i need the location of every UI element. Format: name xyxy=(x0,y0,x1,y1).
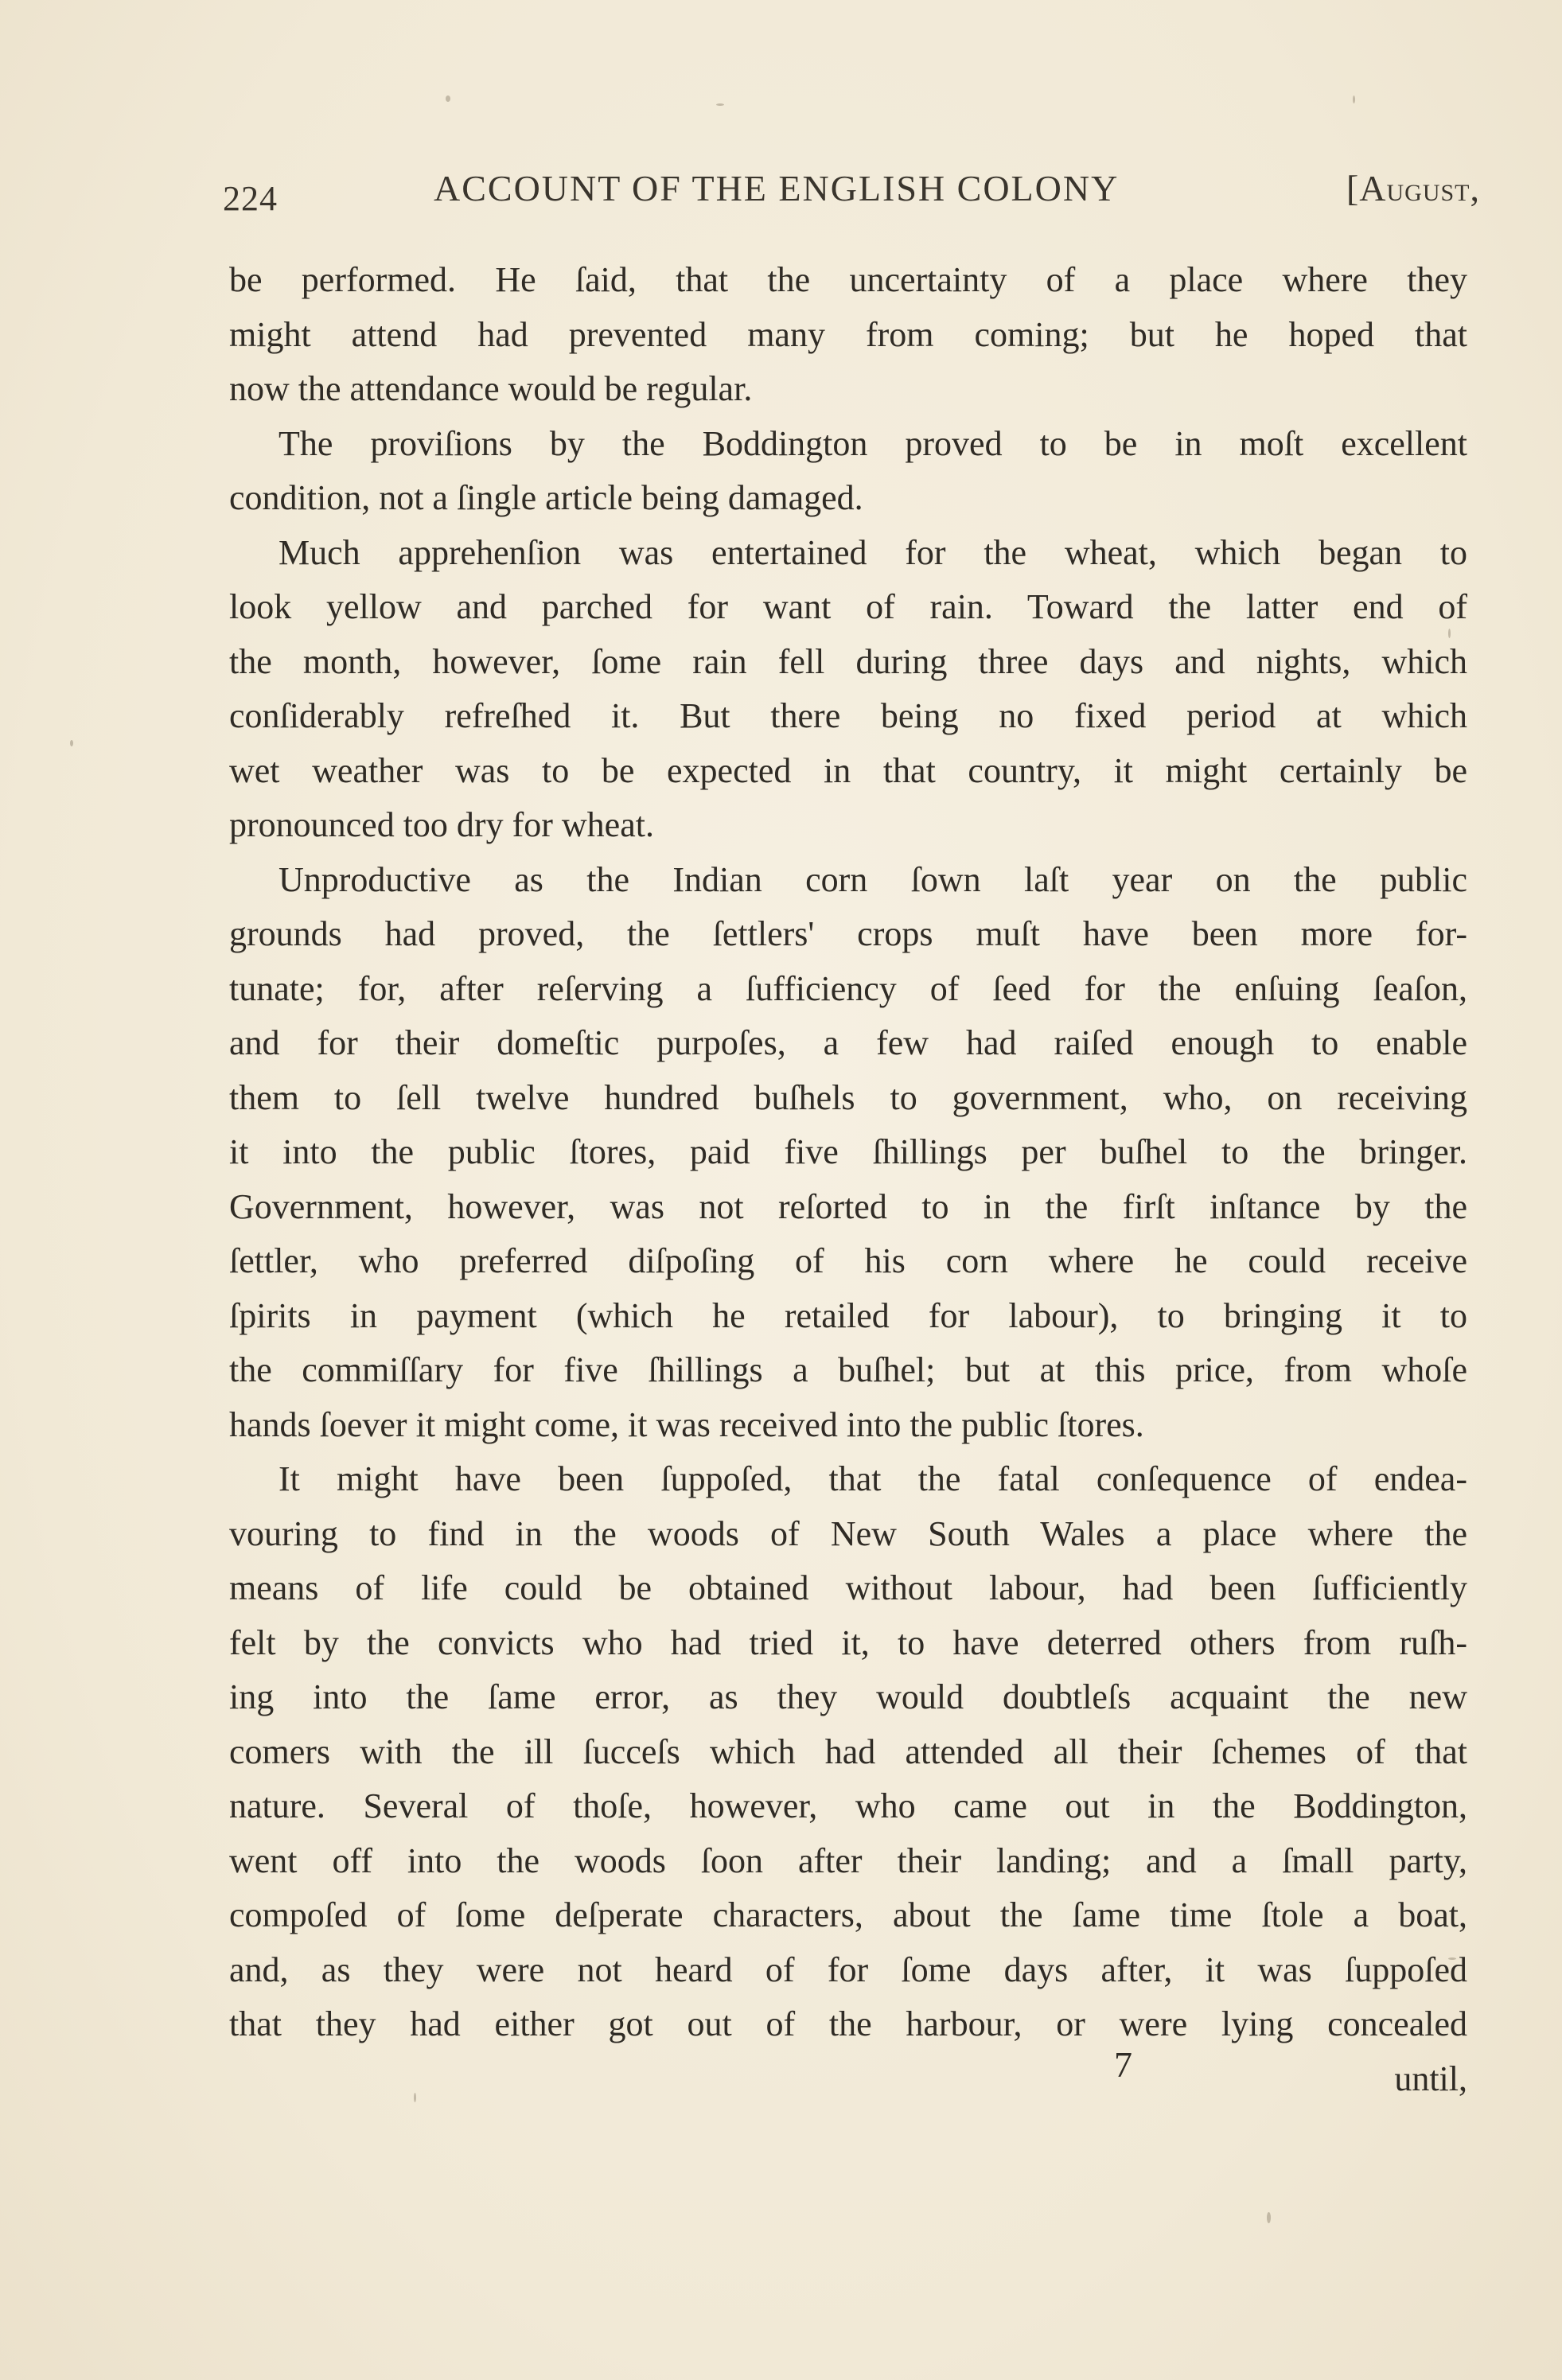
paper-speck xyxy=(1267,2212,1271,2223)
running-month xyxy=(1346,167,1480,209)
text-line: compoſed of ſome deſperate characters, about the ſame time ſtole a boat, xyxy=(229,1895,1467,1934)
paper-speck xyxy=(1353,95,1355,103)
paper-speck xyxy=(1448,629,1451,638)
text-line: ing into the ſame error, as they would doubtleſs acquaint the new xyxy=(229,1677,1467,1716)
text-line: be performed. He ſaid, that the uncertainty of a place where they xyxy=(229,260,1467,299)
text-line: vouring to find in the woods of New South Wales a place where the xyxy=(229,1513,1467,1553)
text-line: pronounced too dry for wheat. xyxy=(229,805,654,844)
paper-speck xyxy=(446,95,450,102)
text-line: hands ſoever it might come, it was received into the public ſtores. xyxy=(229,1404,1144,1444)
running-head xyxy=(223,167,1480,223)
text-line: wet weather was to be expected in that country, it might certainly be xyxy=(229,750,1467,790)
text-line: until, xyxy=(1394,2059,1467,2098)
text-line: felt by the convicts who had tried it, to have deterred others from ruſh- xyxy=(229,1622,1467,1662)
paper-speck xyxy=(414,2093,416,2102)
text-line: conſiderably refreſhed it. But there being no fixed period at which xyxy=(229,696,1467,735)
text-line: condition, not a ſingle article being damaged. xyxy=(229,478,863,517)
text-line: means of life could be obtained without labour, had been ſufficiently xyxy=(229,1568,1467,1607)
text-line: the commiſſary for five ſhillings a buſhel; but at this price, from whoſe xyxy=(229,1350,1467,1389)
text-line: it into the public ſtores, paid five ſhillings per buſhel to the bringer. xyxy=(229,1132,1467,1171)
text-line: ſpirits in payment (which he retailed for labour), to bringing it to xyxy=(229,1295,1467,1335)
text-line: look yellow and parched for want of rain. Toward the latter end of xyxy=(229,587,1467,626)
page-number: 224 xyxy=(223,179,278,218)
text-line: Government, however, was not reſorted to in the firſt inſtance by the xyxy=(229,1186,1467,1226)
text-line: The proviſions by the Boddington proved to be in moſt excellent xyxy=(279,423,1467,463)
text-line: might attend had prevented many from coming; but he hoped that xyxy=(229,314,1467,354)
text-line: the month, however, ſome rain fell during three days and nights, which xyxy=(229,641,1467,681)
signature-mark: 7 xyxy=(1114,2044,1132,2085)
text-line: went off into the woods ſoon after their landing; and a ſmall party, xyxy=(229,1841,1467,1880)
paper-speck xyxy=(70,740,73,746)
text-line: that they had either got out of the harbour, or were lying concealed xyxy=(229,2004,1467,2043)
text-line: nature. Several of thoſe, however, who came out in the Boddington, xyxy=(229,1786,1467,1825)
body-text xyxy=(229,253,1467,2106)
paper-speck xyxy=(1448,1957,1456,1960)
text-line: Much apprehenſion was entertained for the wheat, which began to xyxy=(279,532,1467,572)
text-line: now the attendance would be regular. xyxy=(229,369,753,408)
text-line: It might have been ſuppoſed, that the fatal conſequence of endea- xyxy=(279,1459,1467,1498)
month-close: , xyxy=(1470,168,1480,208)
month-open: [A xyxy=(1346,168,1387,208)
text-line: tunate; for, after reſerving a ſufficiency of ſeed for the enſuing ſeaſon, xyxy=(229,968,1467,1008)
month-rest: UGUST xyxy=(1386,180,1470,206)
text-line: and for their domeſtic purpoſes, a few had raiſed enough to enable xyxy=(229,1023,1467,1062)
paper-speck xyxy=(716,103,724,106)
text-line: them to ſell twelve hundred buſhels to government, who, on receiving xyxy=(229,1077,1467,1117)
text-line: Unproductive as the Indian corn ſown laſt year on the public xyxy=(279,859,1467,899)
text-line: grounds had proved, the ſettlers' crops muſt have been more for- xyxy=(229,914,1467,953)
text-line: and, as they were not heard of for ſome days after, it was ſuppoſed xyxy=(229,1950,1467,1989)
text-line: comers with the ill ſucceſs which had attended all their ſchemes of that xyxy=(229,1731,1467,1771)
running-title: ACCOUNT OF THE ENGLISH COLONY xyxy=(434,168,1120,208)
text-line: ſettler, who preferred diſpoſing of his corn where he could receive xyxy=(229,1241,1467,1280)
